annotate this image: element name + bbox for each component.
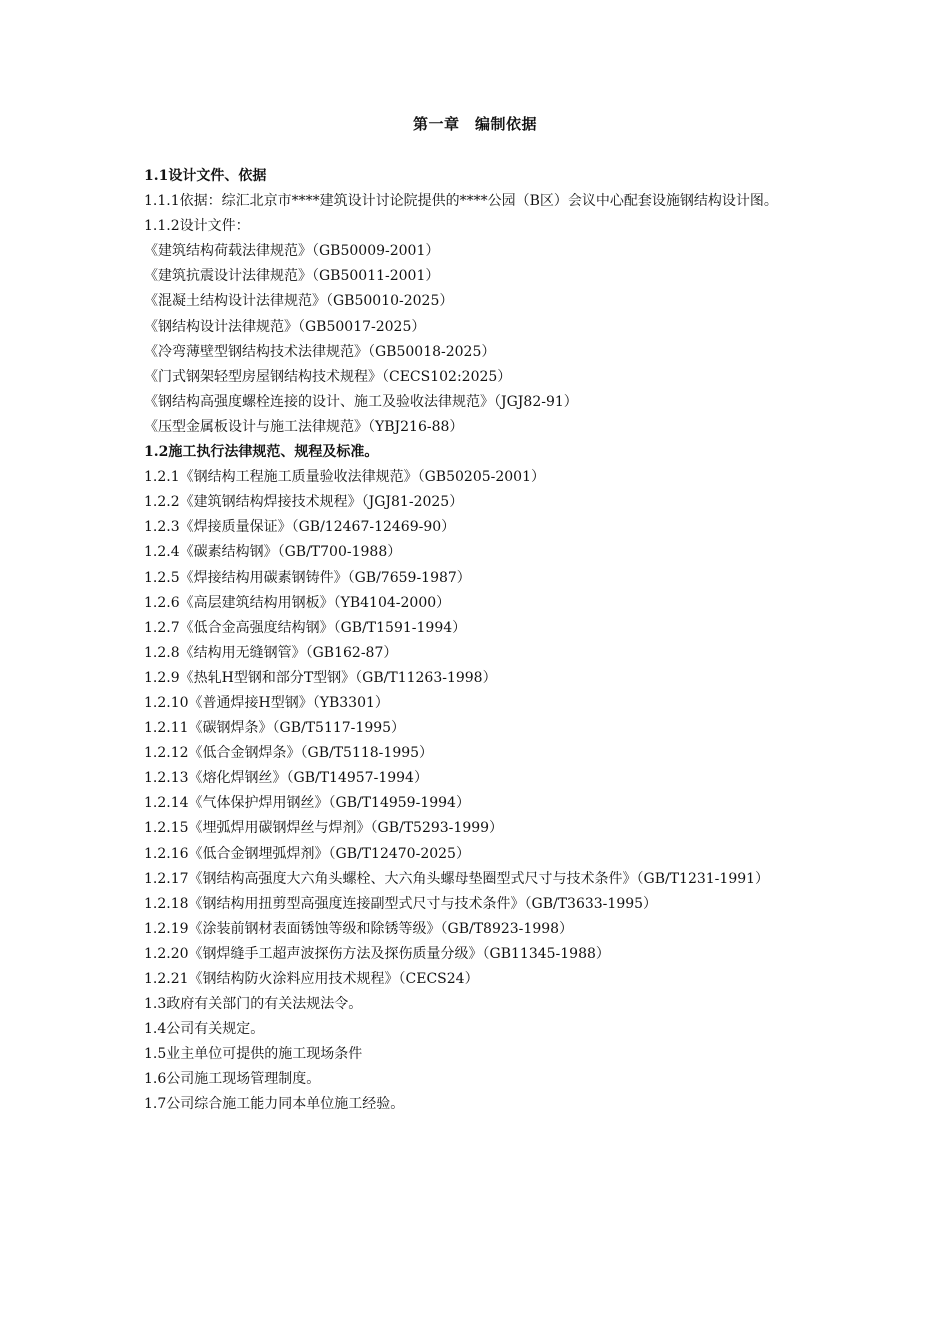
design-file-item: 《混凝土结构设计法律规范》（GB50010-2025） <box>144 293 454 310</box>
standard-item: 1.2.6《高层建筑结构用钢板》（YB4104-2000） <box>144 594 451 611</box>
standard-item: 1.2.11《碳钢焊条》（GB/T5117-1995） <box>144 720 406 737</box>
standard-item: 1.2.7《低合金高强度结构钢》（GB/T1591-1994） <box>144 619 467 636</box>
design-file-item: 《建筑抗震设计法律规范》（GB50011-2001） <box>144 268 440 285</box>
design-files-label: 1.1.2设计文件： <box>144 218 250 235</box>
standard-item: 1.2.18《钢结构用扭剪型高强度连接副型式尺寸与技术条件》（GB/T3633-1995） <box>144 895 658 912</box>
other-basis-item: 1.5业主单位可提供的施工现场条件 <box>144 1046 363 1063</box>
design-file-item: 《钢结构设计法律规范》（GB50017-2025） <box>144 318 426 335</box>
standard-item: 1.2.14《气体保护焊用钢丝》（GB/T14959-1994） <box>144 795 470 812</box>
design-file-item: 《建筑结构荷载法律规范》（GB50009-2001） <box>144 243 440 260</box>
standard-item: 1.2.12《低合金钢焊条》（GB/T5118-1995） <box>144 745 434 762</box>
other-basis-item: 1.6公司施工现场管理制度。 <box>144 1071 321 1088</box>
other-basis-item: 1.3政府有关部门的有关法规法令。 <box>144 996 363 1013</box>
standard-item: 1.2.5《焊接结构用碳素钢铸件》（GB/7659-1987） <box>144 569 471 586</box>
standard-item: 1.2.21《钢结构防火涂料应用技术规程》（CECS24） <box>144 971 479 987</box>
design-basis-paragraph: 1.1.1依据：综汇北京市****建筑设计讨论院提供的****公园（B区）会议中心配套设施钢结构设计图。 <box>144 193 778 210</box>
standard-item: 1.2.4《碳素结构钢》（GB/T700-1988） <box>144 544 402 561</box>
standard-item: 1.2.8《结构用无缝钢管》（GB162-87） <box>144 644 398 661</box>
design-file-item: 《钢结构高强度螺栓连接的设计、施工及验收法律规范》（JGJ82-91） <box>144 393 578 410</box>
design-file-item: 《压型金属板设计与施工法律规范》（YBJ216-88） <box>144 418 464 435</box>
standard-item: 1.2.3《焊接质量保证》（GB/12467-12469-90） <box>144 519 456 536</box>
standard-item: 1.2.19《涂装前钢材表面锈蚀等级和除锈等级》（GB/T8923-1998） <box>144 920 574 937</box>
standard-item: 1.2.13《熔化焊钢丝》（GB/T14957-1994） <box>144 770 428 787</box>
standard-item: 1.2.20《钢焊缝手工超声波探伤方法及探伤质量分级》（GB11345-1988） <box>144 945 610 962</box>
design-file-item: 《冷弯薄壁型钢结构技术法律规范》（GB50018-2025） <box>144 343 496 360</box>
standard-item: 1.2.9《热轧H型钢和部分T型钢》（GB/T11263-1998） <box>144 669 497 686</box>
section-heading-1-2: 1.2施工执行法律规范、规程及标准。 <box>144 444 379 461</box>
other-basis-item: 1.4公司有关规定。 <box>144 1021 265 1038</box>
design-file-item: 《门式钢架轻型房屋钢结构技术规程》（CECS102:2025） <box>144 368 512 385</box>
standard-item: 1.2.17《钢结构高强度大六角头螺栓、大六角头螺母垫圈型式尺寸与技术条件》（GB/T1231-1991） <box>144 870 770 887</box>
standard-item: 1.2.10《普通焊接H型钢》（YB3301） <box>144 694 389 711</box>
document-body <box>144 164 808 1118</box>
standard-item: 1.2.16《低合金钢埋弧焊剂》（GB/T12470-2025） <box>144 845 470 862</box>
chapter-title: 第一章 编制依据 <box>412 115 537 133</box>
standard-item: 1.2.2《建筑钢结构焊接技术规程》（JGJ81-2025） <box>144 494 464 511</box>
standard-item: 1.2.15《埋弧焊用碳钢焊丝与焊剂》（GB/T5293-1999） <box>144 820 504 837</box>
standard-item: 1.2.1《钢结构工程施工质量验收法律规范》（GB50205-2001） <box>144 469 545 486</box>
other-basis-item: 1.7公司综合施工能力同本单位施工经验。 <box>144 1096 405 1113</box>
section-heading-1-1: 1.1设计文件、依据 <box>144 168 267 184</box>
